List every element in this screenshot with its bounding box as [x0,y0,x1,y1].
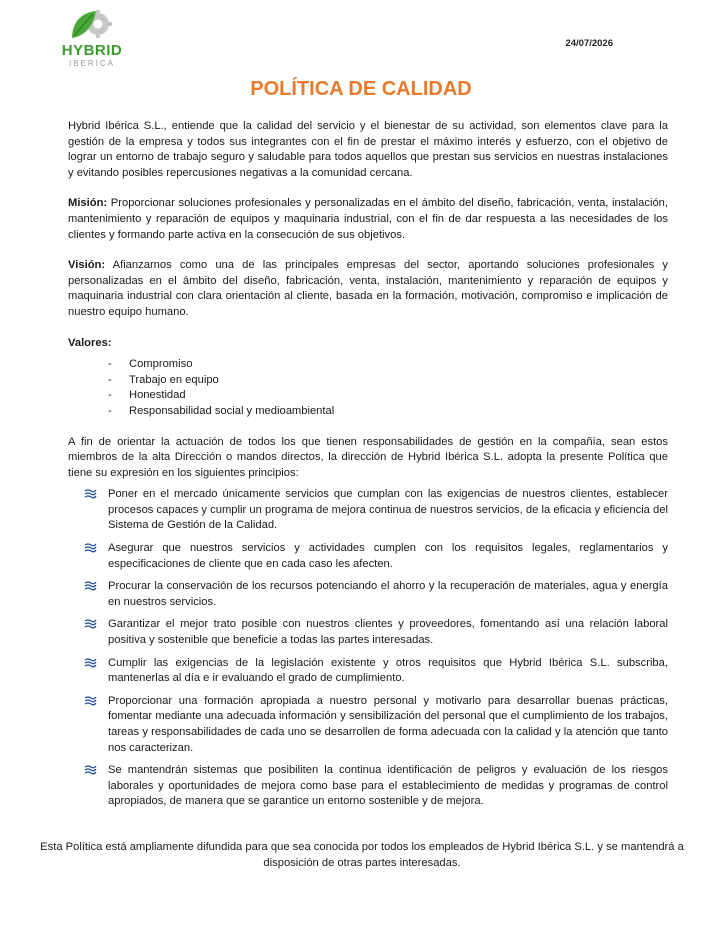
policy-body [68,119,668,817]
principle-item: Poner en el mercado únicamente servicios que cumplan con las exigencias de nuestros clientes, establecer procesos capaces y cumplir un programa de mejora continua de nuestros servicios, de la eficacia y eficiencia del Sistema de Gestión de la Calidad. [68,487,668,534]
principle-item: Proporcionar una formación apropiada a nuestro personal y motivarlo para desarrollar buenas prácticas, fomentar mediante una adecuada información y sensibilización del personal que el cumplimiento de los trabajos, tareas y responsabilidades de cada uno se desarrollen de forma adecuada con la calidad y la atención que tanto nos caracterizan. [68,694,668,756]
waves-bullet-icon [84,618,97,630]
list-item: - Compromiso [108,358,193,371]
principle-item: Cumplir las exigencias de la legislación existente y otros requisitos que Hybrid Ibérica S.L. subscriba, mantenerlas al día e ir evaluando el grado de cumplimiento. [68,656,668,687]
values-list [68,357,668,419]
page-title: POLÍTICA DE CALIDAD [250,78,472,100]
principle-item: Procurar la conservación de los recursos potenciando el ahorro y la recuperación de materiales, agua y energía en nuestros servicios. [68,579,668,610]
leaf-gear-icon [68,8,116,42]
principles-intro: A fin de orientar la actuación de todos los que tienen responsabilidades de gestión en la compañía, sean estos miembros de la alta Dirección o mandos directos, la dirección de Hybrid Ibérica S.L. adopta la presente Política que tiene su expresión en los siguientes principios: [68,435,668,479]
document-date: 24/07/2026 [565,38,613,49]
intro-paragraph: Hybrid Ibérica S.L., entiende que la calidad del servicio y el bienestar de su actividad, son elementos clave para la gestión de la empresa y todos sus integrantes con el fin de prestar el máximo interés y esfuerzo, con el objetivo de lograr un entorno de trabajo seguro y saludable para todos aquellos que prestan sus servicios en nuestras instalaciones y evitando posibles repercusiones negativas a la comunidad cercana. [68,120,668,179]
list-item: - Honestidad [108,389,186,402]
list-item: - Responsabilidad social y medioambiental [108,404,335,417]
vision-label: Visión: [68,259,106,272]
waves-bullet-icon [84,580,97,592]
mision-text: Proporcionar soluciones profesionales y personalizadas en el ámbito del diseño, fabricación, venta, instalación, mantenimiento y reparación de equipos y maquinaria industrial, con el fin de dar respuesta a las necesidades de los clientes y formando parte activa en la consecución de sus objetivos. [68,197,669,241]
list-item: - Trabajo en equipo [108,373,219,386]
mision-label: Misión: [68,197,108,210]
mision-paragraph [68,196,668,243]
principle-item: Asegurar que nuestros servicios y actividades cumplen con los requisitos legales, reglamentarios y especificaciones de cliente que en cada caso les afecten. [68,541,668,572]
vision-text: Afianzarnos como una de las principales empresas del sector, aportando soluciones profesionales y personalizadas en el ámbito del diseño, fabricación, venta, instalación, mantenimiento y reparación de equipos y maquinaria industrial con clara orientación al cliente, basada en la formación, motivación, compromiso e implicación de nuestro equipo humano. [68,259,668,318]
principle-item: Garantizar el mejor trato posible con nuestros clientes y proveedores, fomentando así una relación laboral positiva y sostenible que beneficie a todas las partes interesadas. [68,617,668,648]
waves-bullet-icon [84,695,97,707]
logo-wordmark: HYBRID [61,42,123,59]
principles-list [68,487,668,810]
company-logo [60,8,124,68]
valores-heading [68,336,668,352]
footer-note: Esta Política está ampliamente difundida para que sea conocida por todos los empleados de Hybrid Ibérica S.L. y se mantendrá a disposición de otras partes interesadas. [40,841,684,869]
logo-subtitle: IBERICA [68,59,115,68]
vision-paragraph [68,258,668,320]
waves-bullet-icon [84,542,97,554]
principle-item: Se mantendrán sistemas que posibiliten la continua identificación de peligros y evaluación de los riesgos laborales y oportunidades de mejora como base para el establecimiento de medidas y programas de control apropiados, de manera que se garantice un entorno sostenible y de mejora. [68,763,668,810]
waves-bullet-icon [84,764,97,776]
valores-label: Valores: [68,336,112,349]
waves-bullet-icon [84,657,97,669]
waves-bullet-icon [84,488,97,500]
